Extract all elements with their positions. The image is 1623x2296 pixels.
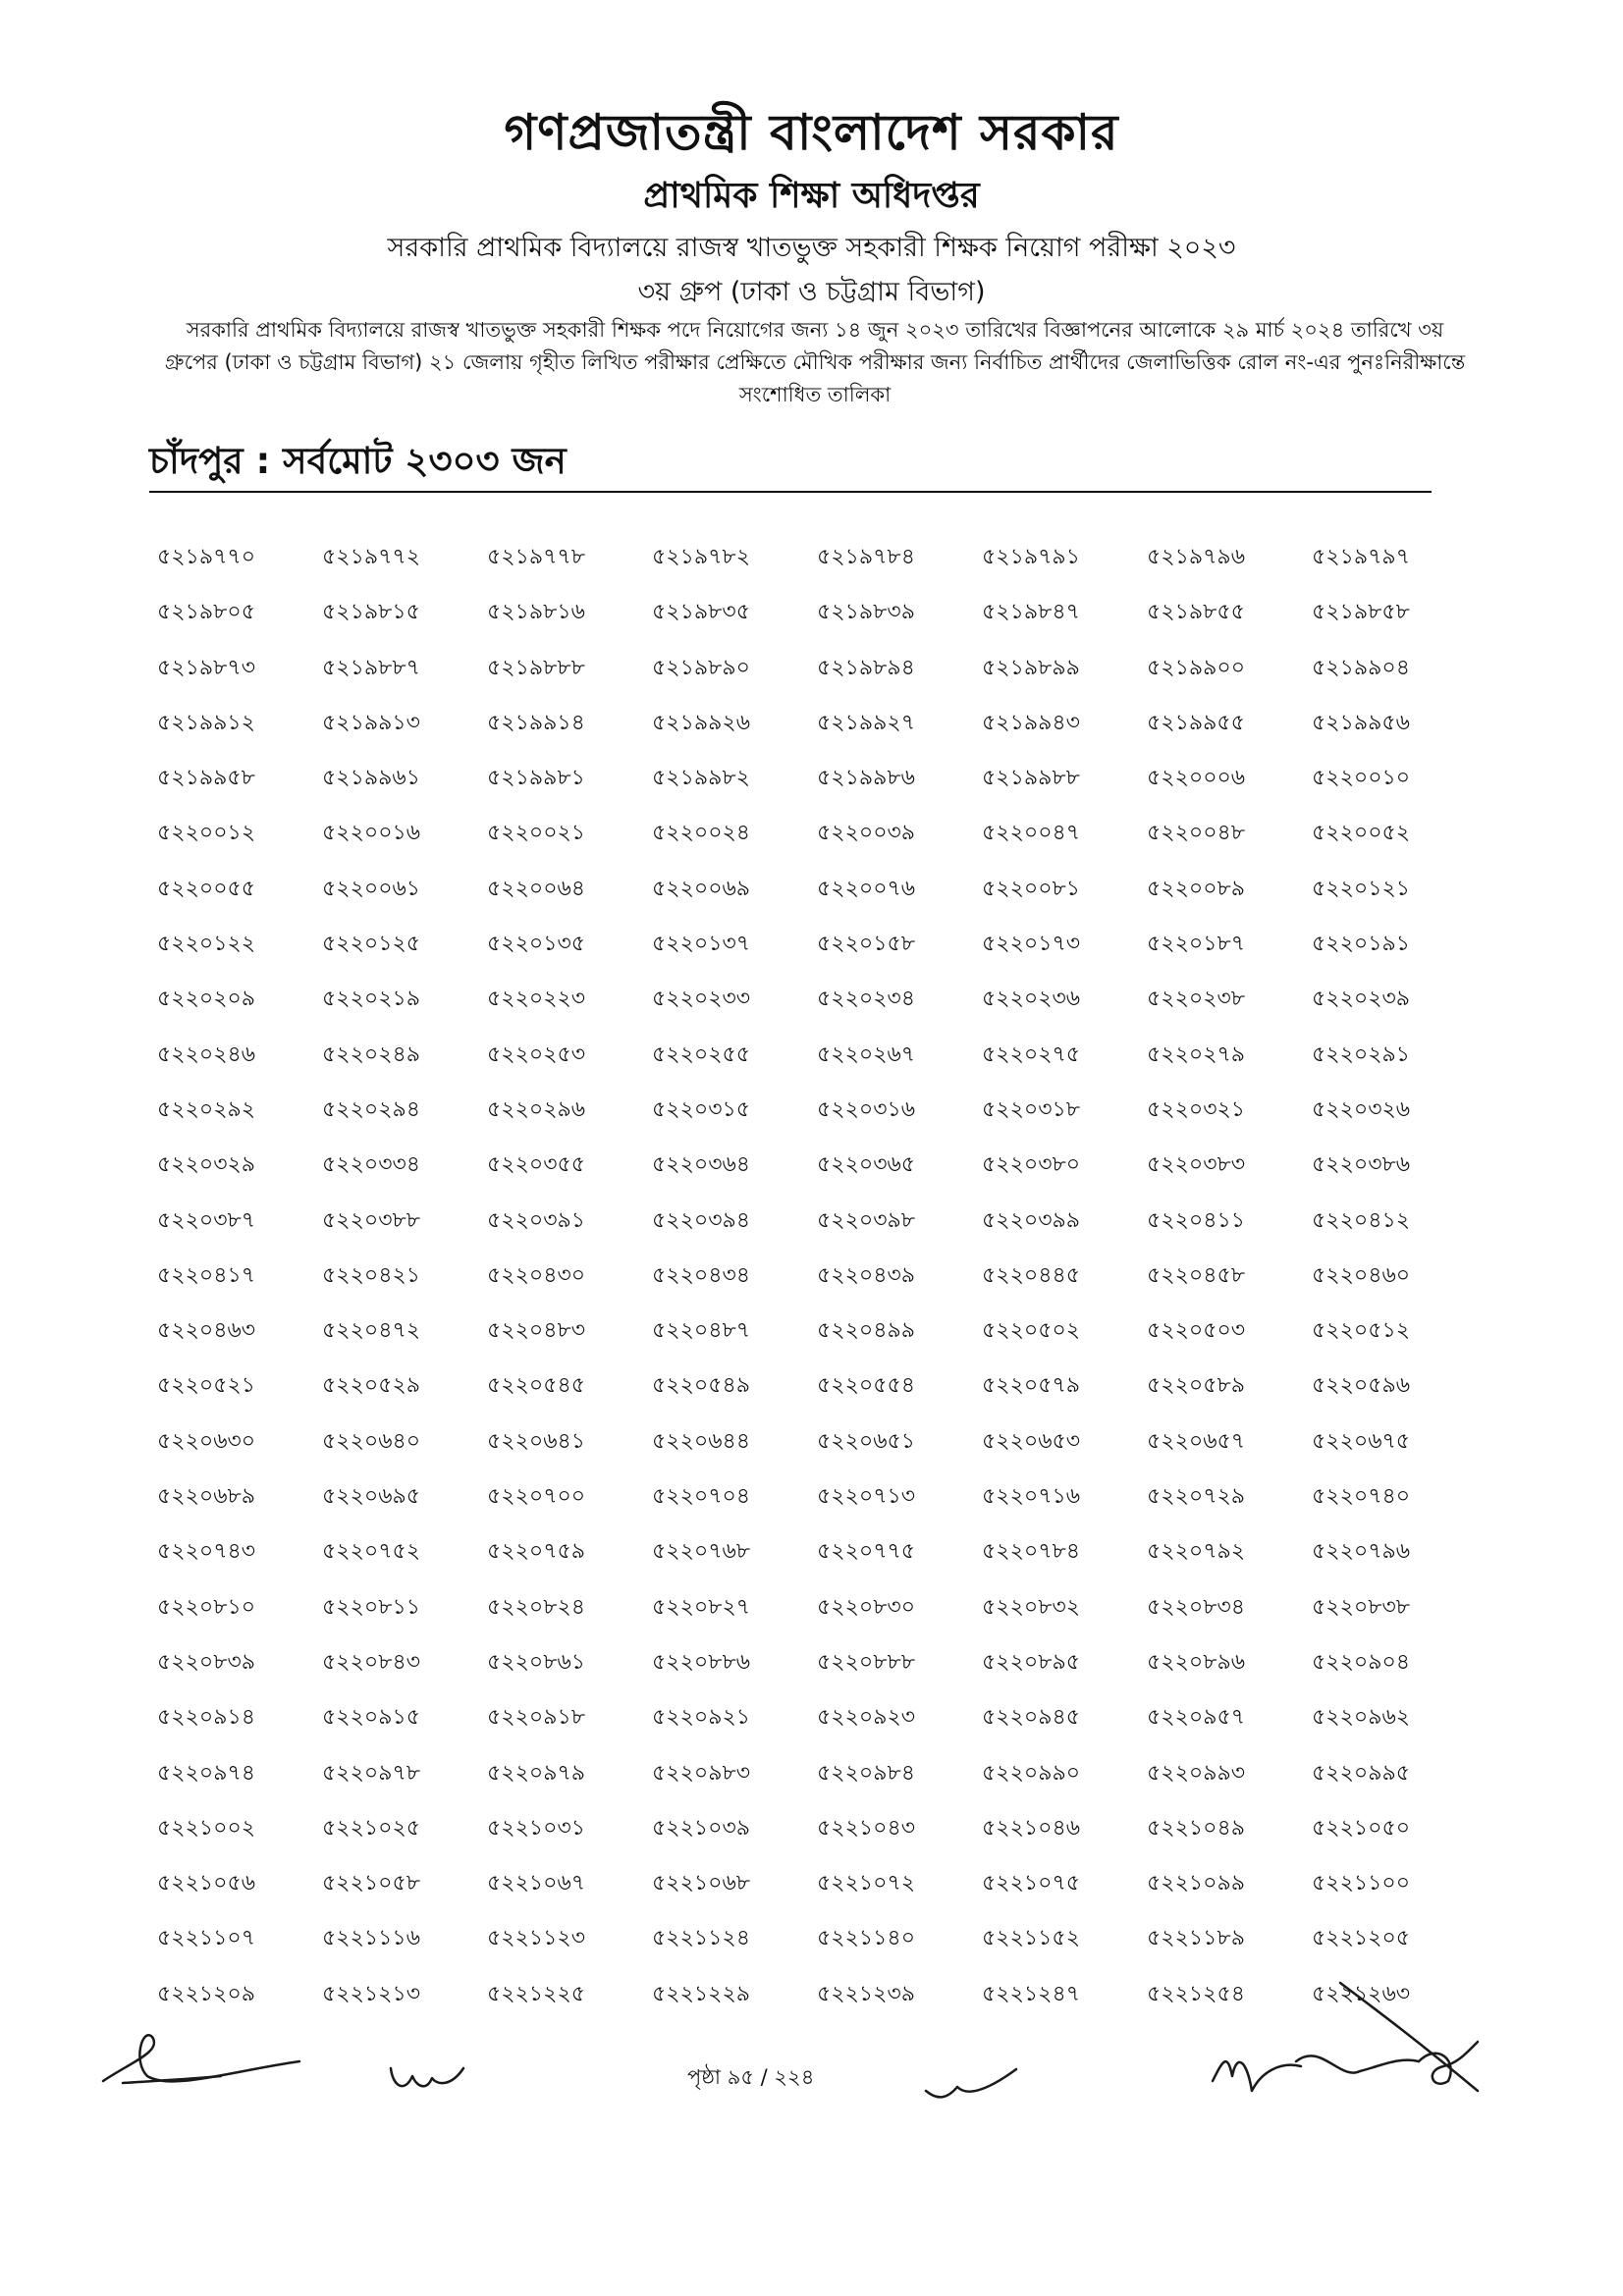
roll-number: ৫২২১১৮৯ <box>1147 1926 1245 1951</box>
roll-number: ৫২২০২৯১ <box>1312 1041 1411 1067</box>
roll-number: ৫২২০৮৯৬ <box>1147 1649 1246 1675</box>
roll-number: ৫২২০২৩৩ <box>652 987 751 1012</box>
roll-number: ৫২২০৬৯৫ <box>322 1484 421 1510</box>
roll-number: ৫২২০৮৩৪ <box>1147 1594 1246 1620</box>
roll-number: ৫২২০৩৮৬ <box>1312 1152 1411 1178</box>
roll-number: ৫২২০৩৯৮ <box>817 1207 916 1233</box>
roll-number: ৫২২১০৯৯ <box>1147 1871 1246 1896</box>
roll-number: ৫২২১২৪৭ <box>982 1981 1081 2006</box>
roll-number: ৫২২০৪৬৩ <box>157 1318 256 1344</box>
roll-number: ৫২২০৩১৬ <box>817 1096 916 1122</box>
roll-number: ৫২২১২০৯ <box>157 1981 256 2006</box>
roll-number: ৫২২১০৩৯ <box>652 1815 751 1841</box>
roll-number: ৫২১৯৭৯৬ <box>1147 545 1246 569</box>
roll-number: ৫২২০৮৩২ <box>982 1594 1081 1620</box>
roll-number: ৫২১৯৮৭৩ <box>157 655 256 680</box>
district-total: চাঁদপুর : সর্বমোট ২৩০৩ জন <box>149 440 567 482</box>
roll-number: ৫২২০৮৩০ <box>817 1594 916 1620</box>
roll-number: ৫২২১১৪০ <box>817 1926 916 1951</box>
roll-number: ৫২২০০০৬ <box>1147 766 1246 791</box>
roll-number: ৫২২০৭৯৬ <box>1312 1539 1411 1565</box>
roll-number: ৫২২০০১৬ <box>322 821 421 846</box>
roll-number: ৫২১৯৯৮২ <box>652 766 750 791</box>
roll-number: ৫২২০৪৩০ <box>487 1262 586 1288</box>
roll-number: ৫২২০৮১০ <box>157 1594 256 1620</box>
roll-number: ৫২২০০৬১ <box>322 876 421 901</box>
roll-number: ৫২২০৪১২ <box>1312 1207 1411 1233</box>
roll-number: ৫২২১০৩১ <box>487 1815 586 1841</box>
roll-number: ৫২২০৭৫৯ <box>487 1539 586 1565</box>
roll-number: ৫২২১২৫৪ <box>1147 1981 1246 2006</box>
signature-4 <box>1203 1973 1497 2130</box>
roll-number: ৫২২০৪১১ <box>1147 1207 1246 1233</box>
roll-number: ৫২২০৯৭৪ <box>157 1760 256 1786</box>
roll-number: ৫২২০০৩৯ <box>817 821 916 846</box>
roll-number: ৫২২০০৫২ <box>1312 821 1411 846</box>
roll-number: ৫২২১১০০ <box>1312 1871 1411 1896</box>
roll-number: ৫২২০২৩৬ <box>982 987 1081 1012</box>
roll-number: ৫২১৯৮১৫ <box>322 600 420 625</box>
roll-number: ৫২২১০০২ <box>157 1815 256 1841</box>
roll-number: ৫২২০৭৮৪ <box>982 1539 1081 1565</box>
roll-number: ৫২২০৭২৯ <box>1147 1484 1246 1510</box>
roll-number: ৫২২০৬৪৪ <box>652 1428 751 1454</box>
roll-number: ৫২২০৩৮০ <box>982 1152 1081 1178</box>
roll-number: ৫২২০৯৮৩ <box>652 1760 751 1786</box>
roll-number: ৫২২০৯১৪ <box>157 1705 256 1731</box>
roll-number: ৫২২০৫৪৯ <box>652 1373 751 1399</box>
roll-number: ৫২২০৭৪৩ <box>157 1539 256 1565</box>
roll-number: ৫২২০৪৭২ <box>322 1318 421 1344</box>
roll-number: ৫২২০৮৮৮ <box>817 1649 916 1675</box>
roll-number: ৫২২০৩৮৭ <box>157 1207 256 1233</box>
roll-number: ৫২২০৭৬৮ <box>652 1539 751 1565</box>
roll-number: ৫২২১০৫০ <box>1312 1815 1411 1841</box>
roll-number: ৫২১৯৮৮৭ <box>322 655 420 680</box>
roll-number: ৫২২০৮৮৬ <box>652 1649 751 1675</box>
roll-number: ৫২২০৩১৫ <box>652 1096 751 1122</box>
group-label: ৩য় গ্রুপ (ঢাকা ও চট্টগ্রাম বিভাগ) <box>637 277 986 307</box>
roll-number: ৫২২০৩৮৮ <box>322 1207 421 1233</box>
roll-number: ৫২১৯৮০৫ <box>157 600 255 625</box>
roll-number: ৫২২০২৬৭ <box>817 1041 916 1067</box>
roll-number: ৫২২১০৭৫ <box>982 1871 1081 1896</box>
roll-number: ৫২১৯৯৫৫ <box>1147 710 1245 735</box>
roll-number: ৫২২১১৫২ <box>982 1926 1081 1951</box>
roll-number: ৫২২০৩৩৪ <box>322 1152 421 1178</box>
roll-number: ৫২২০৬৫১ <box>817 1428 916 1454</box>
roll-number: ৫২১৯৯৫৬ <box>1312 710 1410 735</box>
roll-number: ৫২২০২৪৬ <box>157 1041 256 1067</box>
roll-number: ৫২২০৩৬৪ <box>652 1152 751 1178</box>
roll-number: ৫২১৯৯২৬ <box>652 710 751 735</box>
roll-number: ৫২২০৩৯১ <box>487 1207 586 1233</box>
roll-number: ৫২২০০৫৫ <box>157 876 256 901</box>
roll-number: ৫২২০৫৯৬ <box>1312 1373 1411 1399</box>
roll-number: ৫২২০৪৩৯ <box>817 1262 916 1288</box>
roll-number: ৫২২০৬৭৫ <box>1312 1428 1411 1454</box>
roll-number: ৫২২০৬৩০ <box>157 1428 256 1454</box>
department-heading: প্রাথমিক শিক্ষা অধিদপ্তর <box>643 176 980 216</box>
roll-number: ৫২২০৩৮৩ <box>1147 1152 1246 1178</box>
roll-number: ৫২২০২২৩ <box>487 987 586 1012</box>
roll-number: ৫২১৯৮৯০ <box>652 655 750 680</box>
roll-number: ৫২২০৭৪০ <box>1312 1484 1411 1510</box>
roll-number: ৫২২০৪৩৪ <box>652 1262 751 1288</box>
roll-number: ৫২১৯৯১৩ <box>322 710 420 735</box>
roll-number: ৫২২০০১২ <box>157 821 256 846</box>
roll-number: ৫২২০০৬৪ <box>487 876 586 901</box>
roll-number: ৫২২০২৪৯ <box>322 1041 421 1067</box>
roll-number: ৫২১৯৭৭২ <box>322 545 421 569</box>
roll-number: ৫২২০৯১৫ <box>322 1705 421 1731</box>
roll-number: ৫২১৯৯৮১ <box>487 766 585 791</box>
roll-number: ৫২২০৯৯৫ <box>1312 1760 1411 1786</box>
roll-number: ৫২২১০৪৬ <box>982 1815 1081 1841</box>
roll-number: ৫২২০১৭৩ <box>982 932 1081 957</box>
roll-number: ৫২২১১১৬ <box>322 1926 421 1951</box>
roll-number: ৫২২০৫০২ <box>982 1318 1081 1344</box>
roll-number: ৫২২০৭৫২ <box>322 1539 421 1565</box>
roll-number: ৫২২০৩৯৪ <box>652 1207 751 1233</box>
roll-number: ৫২১৯৯৬১ <box>322 766 420 791</box>
roll-number: ৫২২০৯৭৯ <box>487 1760 586 1786</box>
roll-number: ৫২২১০৫৬ <box>157 1871 256 1896</box>
government-heading: গণপ্রজাতন্ত্রী বাংলাদেশ সরকার <box>504 104 1119 161</box>
roll-number: ৫২১৯৯৮৬ <box>817 766 915 791</box>
roll-number: ৫২২০২৩৮ <box>1147 987 1246 1012</box>
roll-number: ৫২২১২৩৯ <box>817 1981 916 2006</box>
roll-number: ৫২২০৭৯২ <box>1147 1539 1246 1565</box>
roll-number: ৫২২০৫১২ <box>1312 1318 1411 1344</box>
roll-number: ৫২২১২০৫ <box>1312 1926 1411 1951</box>
roll-number: ৫২২০৮৩৯ <box>157 1649 256 1675</box>
roll-number: ৫২১৯৮৮৮ <box>487 655 585 680</box>
roll-number: ৫২২০৭১৩ <box>817 1484 916 1510</box>
roll-number: ৫২২০৩৬৫ <box>817 1152 916 1178</box>
roll-number: ৫২২০২৭৯ <box>1147 1041 1246 1067</box>
roll-number: ৫২২০৪৪৫ <box>982 1262 1081 1288</box>
signature-3 <box>918 2061 1026 2110</box>
roll-number: ৫২২০৯৮৪ <box>817 1760 916 1786</box>
page-number: পৃষ্ঠা ৯৫ / ২২৪ <box>687 2065 815 2089</box>
roll-number: ৫২২০২৯৪ <box>322 1096 421 1122</box>
roll-number: ৫২২০৮৩৮ <box>1312 1594 1411 1620</box>
roll-number: ৫২২০৮২৪ <box>487 1594 586 1620</box>
roll-number: ৫২২০৬৪০ <box>322 1428 421 1454</box>
roll-number: ৫২১৯৯১২ <box>157 710 255 735</box>
roll-number: ৫২২০৯৯০ <box>982 1760 1081 1786</box>
roll-number: ৫২২০২৫৩ <box>487 1041 586 1067</box>
notice-description: সরকারি প্রাথমিক বিদ্যালয়ে রাজস্ব খাতভুক্ত সহকারী শিক্ষক পদে নিয়োগের জন্য ১৪ জুন ২০২৩ তারিখের বিজ্ঞাপনের আলোকে ২৯ মার্চ ২০২৪ তারিখে ৩য় গ্রুপের (ঢাকা ও চট্টগ্রাম বিভাগ) ২১ জেলায় গৃহীত লিখিত পরীক্ষার প্রেক্ষিতে মৌখিক পরীক্ষার জন্য নির্বাচিত প্রার্থীদের জেলাভিত্তিক রোল নং-এর পুনঃনিরীক্ষান্তে সংশোধিত তালিকা <box>164 318 1466 406</box>
roll-number: ৫২২১২২৫ <box>487 1981 586 2006</box>
roll-number-grid <box>157 530 1473 2022</box>
roll-number: ৫২২০৪৮৩ <box>487 1318 586 1344</box>
roll-number: ৫২১৯৮৯৪ <box>817 655 915 680</box>
roll-number: ৫২২১০৬৭ <box>487 1871 586 1896</box>
roll-number: ৫২২১১০৭ <box>157 1926 256 1951</box>
roll-number: ৫২২০৪৮৭ <box>652 1318 751 1344</box>
roll-number: ৫২২০৯৪৫ <box>982 1705 1081 1731</box>
roll-number: ৫২১৯৯১৪ <box>487 710 585 735</box>
roll-number: ৫২২০১৩৫ <box>487 932 586 957</box>
roll-number: ৫২১৯৮৫৮ <box>1312 600 1410 625</box>
roll-number: ৫২২১২১৩ <box>322 1981 421 2006</box>
roll-number: ৫২২০০২৪ <box>652 821 751 846</box>
roll-number: ৫২১৯৯০৪ <box>1312 655 1410 680</box>
roll-number: ৫২১৯৯৫৮ <box>157 766 255 791</box>
roll-number: ৫২২০১২১ <box>1312 876 1411 901</box>
roll-number: ৫২২০৯০৪ <box>1312 1649 1411 1675</box>
roll-number: ৫২১৯৮৯৯ <box>982 655 1080 680</box>
roll-number: ৫২২০১২২ <box>157 932 256 957</box>
exam-title: সরকারি প্রাথমিক বিদ্যালয়ে রাজস্ব খাতভুক্ত সহকারী শিক্ষক নিয়োগ পরীক্ষা ২০২৩ <box>387 233 1236 263</box>
roll-number: ৫২২০২০৯ <box>157 987 256 1012</box>
roll-number: ৫২১৯৭৭০ <box>157 545 256 569</box>
roll-number: ৫২২১২২৯ <box>652 1981 751 2006</box>
roll-number: ৫২২১১২৩ <box>487 1926 586 1951</box>
roll-number: ৫২১৯৭৯১ <box>982 545 1080 569</box>
roll-number: ৫২২১০২৫ <box>322 1815 421 1841</box>
roll-number: ৫২২০৩৯৯ <box>982 1207 1081 1233</box>
roll-number: ৫২২০১৮৭ <box>1147 932 1246 957</box>
roll-number: ৫২২০৭০০ <box>487 1484 586 1510</box>
roll-number: ৫২১৯৯৮৮ <box>982 766 1080 791</box>
roll-number: ৫২২০১৩৭ <box>652 932 751 957</box>
roll-number: ৫২১৯৯৪৩ <box>982 710 1080 735</box>
roll-number: ৫২২১০৪৩ <box>817 1815 916 1841</box>
roll-number: ৫২২০৩২১ <box>1147 1096 1246 1122</box>
roll-number: ৫২২০২৭৫ <box>982 1041 1081 1067</box>
roll-number: ৫২২০০৪৮ <box>1147 821 1246 846</box>
roll-number: ৫২২০০৮১ <box>982 876 1081 901</box>
roll-number: ৫২২০২৩৯ <box>1312 987 1411 1012</box>
roll-number: ৫২২০৪৯৯ <box>817 1318 916 1344</box>
roll-number: ৫২২০৮১১ <box>322 1594 421 1620</box>
roll-number: ৫২২০৩২৯ <box>157 1152 256 1178</box>
roll-number: ৫২২০৬৮৯ <box>157 1484 256 1510</box>
roll-number: ৫২১৯৮৫৫ <box>1147 600 1245 625</box>
roll-number: ৫২২০০৪৭ <box>982 821 1081 846</box>
roll-number: ৫২২০৩৫৫ <box>487 1152 586 1178</box>
roll-number: ৫২১৯৭৮৪ <box>817 545 915 569</box>
roll-number: ৫২২০৫৮৯ <box>1147 1373 1246 1399</box>
roll-number: ৫২২০৮২৭ <box>652 1594 751 1620</box>
roll-number: ৫২২০৬৪১ <box>487 1428 586 1454</box>
roll-number: ৫২২০২১৯ <box>322 987 421 1012</box>
roll-number: ৫২২০৫৪৫ <box>487 1373 586 1399</box>
roll-number: ৫২২০০২১ <box>487 821 586 846</box>
roll-number: ৫২২০৯২৩ <box>817 1705 916 1731</box>
roll-number: ৫২১৯৮৩৫ <box>652 600 750 625</box>
roll-number: ৫২১৯৯২৭ <box>817 710 916 735</box>
roll-number: ৫২২০৭১৬ <box>982 1484 1081 1510</box>
roll-number: ৫২২০১৯১ <box>1312 932 1411 957</box>
roll-number: ৫২২০৯২১ <box>652 1705 751 1731</box>
divider-line <box>149 491 1432 493</box>
signature-2 <box>383 2056 471 2106</box>
roll-number: ৫২২০৪৫৮ <box>1147 1262 1246 1288</box>
roll-number: ৫২২১২৬৩ <box>1312 1981 1411 2006</box>
roll-number: ৫২২০২৫৫ <box>652 1041 751 1067</box>
roll-number: ৫২২০৬৫৭ <box>1147 1428 1246 1454</box>
roll-number: ৫২১৯৭৯৭ <box>1312 545 1411 569</box>
roll-number: ৫২২০৮৪৩ <box>322 1649 421 1675</box>
roll-number: ৫২২০০৭৬ <box>817 876 916 901</box>
roll-number: ৫২২০৭০৪ <box>652 1484 751 1510</box>
roll-number: ৫২২১০৬৮ <box>652 1871 751 1896</box>
roll-number: ৫২২০২৯৬ <box>487 1096 586 1122</box>
signature-1 <box>93 2022 319 2101</box>
roll-number: ৫২২০৯৯৩ <box>1147 1760 1246 1786</box>
roll-number: ৫২২০৫২১ <box>157 1373 256 1399</box>
roll-number: ৫২২০৯৫৭ <box>1147 1705 1246 1731</box>
roll-number: ৫২২০০৮৯ <box>1147 876 1246 901</box>
roll-number: ৫২২১০৪৯ <box>1147 1815 1246 1841</box>
roll-number: ৫২২১১২৪ <box>652 1926 751 1951</box>
roll-number: ৫২২১০৭২ <box>817 1871 916 1896</box>
roll-number: ৫২২০৩১৮ <box>982 1096 1081 1122</box>
roll-number: ৫২২০৬৫৩ <box>982 1428 1081 1454</box>
roll-number: ৫২২০২৯২ <box>157 1096 256 1122</box>
roll-number: ৫২১৯৯০০ <box>1147 655 1246 680</box>
roll-number: ৫২২০৩২৬ <box>1312 1096 1411 1122</box>
roll-number: ৫২১৯৮৪৭ <box>982 600 1080 625</box>
roll-number: ৫২২১০৫৮ <box>322 1871 421 1896</box>
roll-number: ৫২২০৮৯৫ <box>982 1649 1081 1675</box>
roll-number: ৫২১৯৭৮২ <box>652 545 751 569</box>
roll-number: ৫২২০৯১৮ <box>487 1705 586 1731</box>
roll-number: ৫২২০৪২১ <box>322 1262 421 1288</box>
roll-number: ৫২২০৯৭৮ <box>322 1760 421 1786</box>
roll-number: ৫২২০১২৫ <box>322 932 421 957</box>
roll-number: ৫২২০৫০৩ <box>1147 1318 1246 1344</box>
roll-number: ৫২২০৮৬১ <box>487 1649 586 1675</box>
roll-number: ৫২২০০৬৯ <box>652 876 751 901</box>
roll-number: ৫২২০৭৭৫ <box>817 1539 916 1565</box>
roll-number: ৫২১৯৭৭৮ <box>487 545 586 569</box>
roll-number: ৫২২০০১০ <box>1312 766 1411 791</box>
roll-number: ৫২২০৯৬২ <box>1312 1705 1411 1731</box>
roll-number: ৫২২০৪৬০ <box>1312 1262 1411 1288</box>
roll-number: ৫২২০১৫৮ <box>817 932 916 957</box>
roll-number: ৫২১৯৮১৬ <box>487 600 585 625</box>
roll-number: ৫২২০৫৫৪ <box>817 1373 916 1399</box>
roll-number: ৫২২০৫৭৯ <box>982 1373 1081 1399</box>
roll-number: ৫২১৯৮৩৯ <box>817 600 915 625</box>
roll-number: ৫২২০৪১৭ <box>157 1262 256 1288</box>
roll-number: ৫২২০২৩৪ <box>817 987 916 1012</box>
roll-number: ৫২২০৫২৯ <box>322 1373 421 1399</box>
